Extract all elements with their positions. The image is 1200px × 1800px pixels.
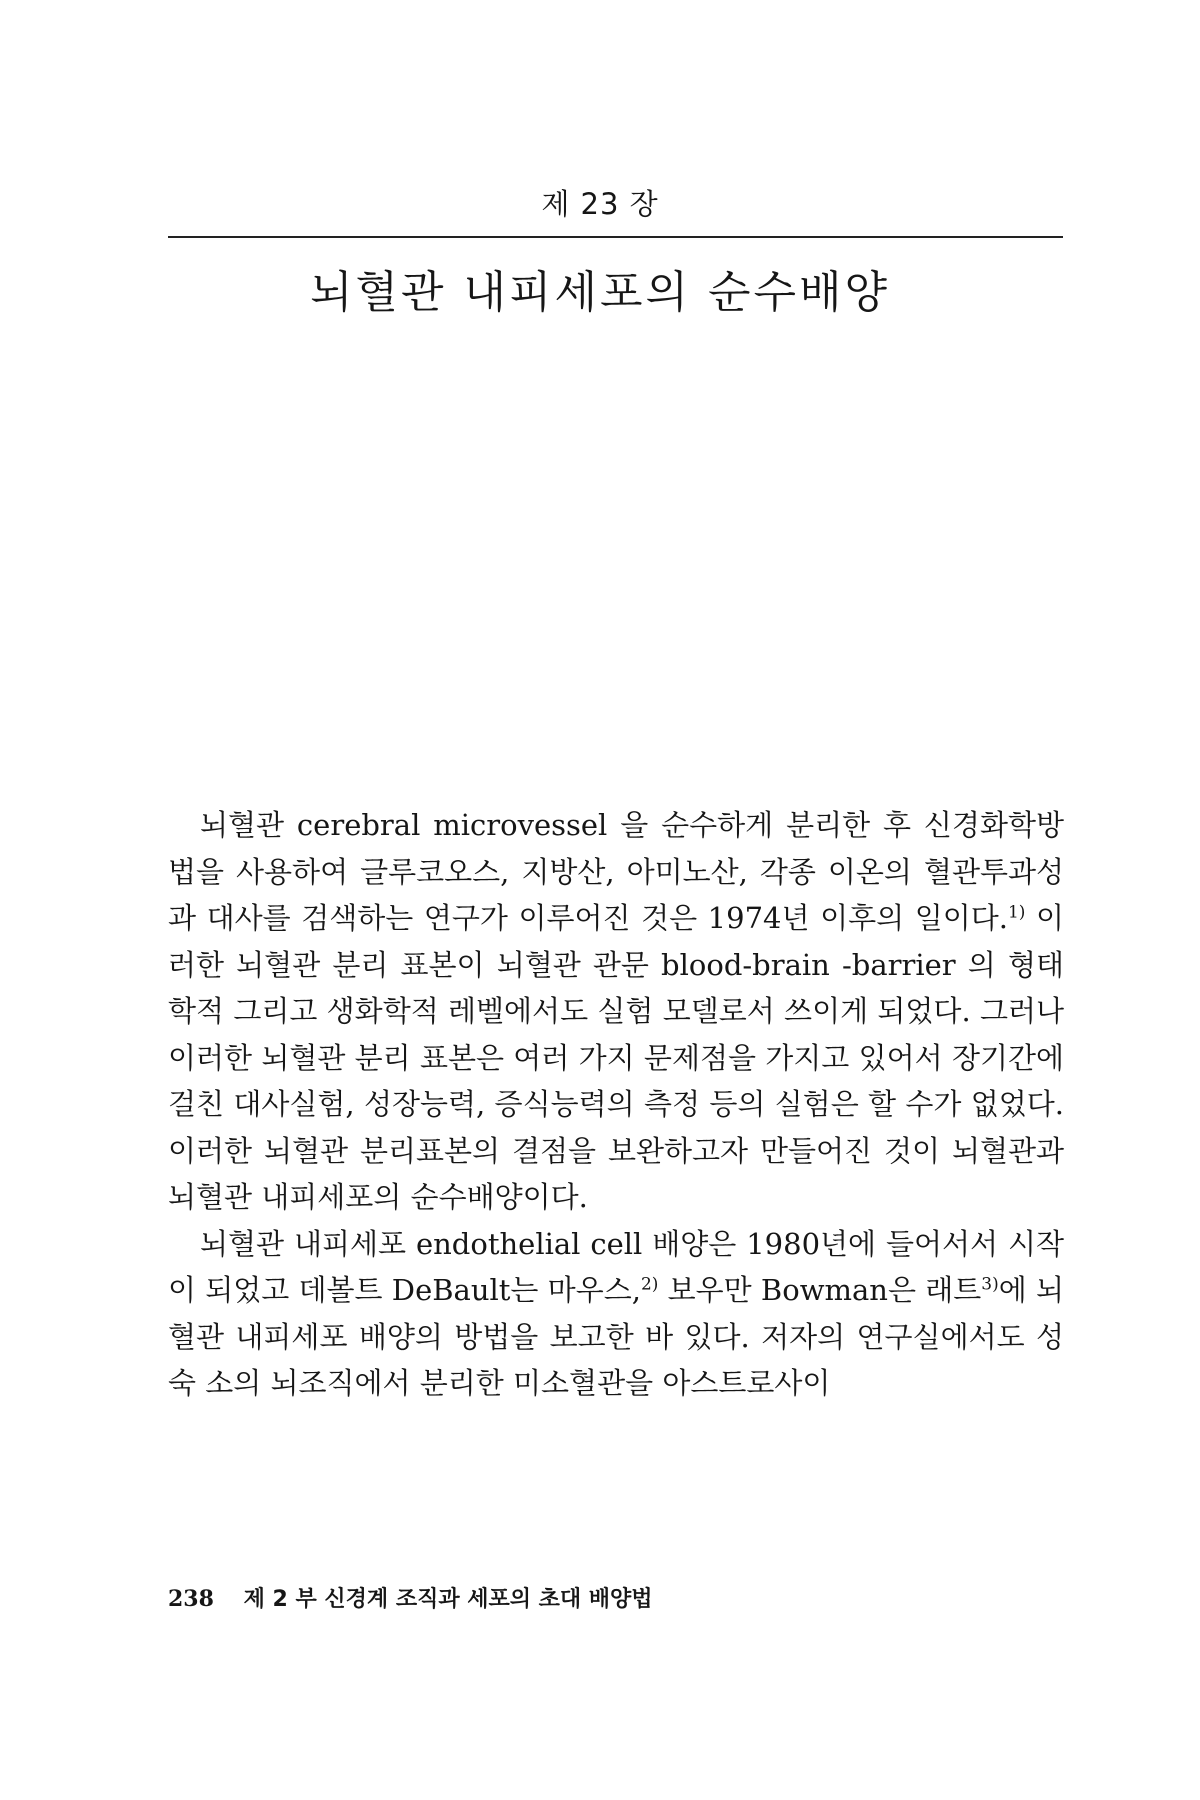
footnote-ref-1: 1) xyxy=(1007,902,1026,923)
paragraph-2 xyxy=(168,1221,1064,1407)
chapter-divider xyxy=(168,236,1063,238)
page-footer xyxy=(168,1582,653,1613)
body-text xyxy=(168,802,1064,1407)
footnote-ref-3: 3) xyxy=(981,1274,999,1295)
paragraph-1-text: 뇌혈관 cerebral microvessel 을 순수하게 분리한 후 신경화학방법을 사용하여 글루코오스, 지방산, 아미노산, 각종 이온의 혈관투과성과 대사를 검색하는 연구가 이루어진 것은 1974년 이후의 일이다. xyxy=(168,808,1064,935)
chapter-title: 뇌혈관 내피세포의 순수배양 xyxy=(309,267,891,318)
paragraph-1-text-cont: 이러한 뇌혈관 분리 표본이 뇌혈관 관문 blood-brain -barrier 의 형태학적 그리고 생화학적 레벨에서도 실험 모델로서 쓰이게 되었다. 그러나 이러한 뇌혈관 분리 표본은 여러 가지 문제점을 가지고 있어서 장기간에 걸친 대사실험, 성장능력, 증식능력의 측정 등의 실험은 할 수가 없었다. 이러한 뇌혈관 분리표본의 결점을 보완하고자 만들어진 것이 뇌혈관과 뇌혈관 내피세포의 순수배양이다. xyxy=(168,901,1064,1214)
paragraph-2-text-c: 에 뇌혈관 내피세포 배양의 방법을 보고한 바 있다. 저자의 연구실에서도 성숙 소의 뇌조직에서 분리한 미소혈관을 아스트로사이 xyxy=(168,1273,1064,1400)
page-number: 238 xyxy=(168,1586,214,1612)
running-title: 제 2 부 신경계 조직과 세포의 초대 배양법 xyxy=(243,1587,653,1612)
paragraph-1 xyxy=(168,802,1064,1221)
paragraph-2-text-a: 뇌혈관 내피세포 endothelial cell 배양은 1980년에 들어서서 시작이 되었고 데볼트 DeBault는 마우스, xyxy=(168,1226,1064,1307)
paragraph-2-text-b: 보우만 Bowman은 래트 xyxy=(658,1273,982,1307)
footnote-ref-2: 2) xyxy=(640,1274,659,1295)
chapter-label: 제 23 장 xyxy=(541,187,659,221)
